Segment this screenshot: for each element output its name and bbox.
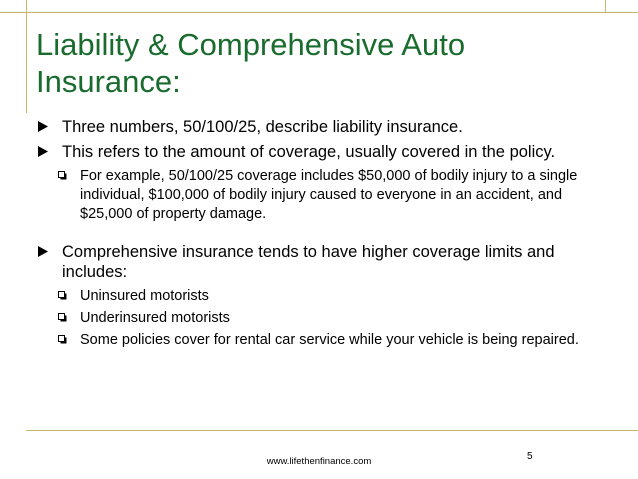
sub-bullet-item <box>36 167 616 224</box>
hollow-square-bullet-icon <box>58 171 67 180</box>
spacer <box>36 227 616 242</box>
bullet-item <box>36 242 616 282</box>
bullet-item <box>36 117 616 137</box>
bullet-text: Three numbers, 50/100/25, describe liability insurance. <box>62 118 463 136</box>
hollow-square-bullet-icon <box>58 291 67 300</box>
bullet-item <box>36 142 616 162</box>
hollow-square-bullet-icon <box>58 335 67 344</box>
slide-content <box>36 117 616 353</box>
sub-bullet-item <box>36 287 616 306</box>
frame-left-line <box>26 0 27 113</box>
arrow-bullet-icon <box>38 121 48 132</box>
arrow-bullet-icon <box>38 146 48 157</box>
frame-bottom-line <box>26 430 638 431</box>
frame-top-line <box>0 12 638 13</box>
slide-title: Liability & Comprehensive Auto Insurance: <box>36 27 466 99</box>
bullet-text: This refers to the amount of coverage, usually covered in the policy. <box>62 143 556 161</box>
sub-bullet-text: Uninsured motorists <box>80 288 209 304</box>
hollow-square-bullet-icon <box>58 313 67 322</box>
bullet-text: Comprehensive insurance tends to have higher coverage limits and includes: <box>62 243 555 281</box>
sub-bullet-item <box>36 309 616 328</box>
footer-url: www.lifethenfinance.com <box>266 456 372 467</box>
page-number: 5 <box>527 451 533 462</box>
frame-right-tick <box>605 0 606 12</box>
arrow-bullet-icon <box>38 246 48 257</box>
sub-bullet-text: Some policies cover for rental car service while your vehicle is being repaired. <box>80 332 579 348</box>
sub-bullet-text: Underinsured motorists <box>80 310 230 326</box>
sub-bullet-text: For example, 50/100/25 coverage includes $50,000 of bodily injury to a single individual, $100,000 of bodily injury caused to everyone in an accident, and $25,000 of property damage. <box>80 168 578 222</box>
sub-bullet-item <box>36 331 616 350</box>
